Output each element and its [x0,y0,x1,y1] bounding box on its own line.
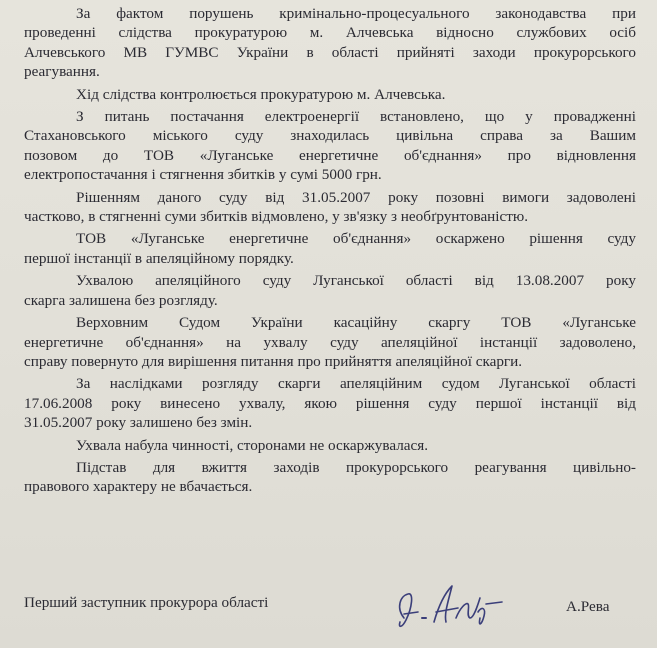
text-line: Підстав для вжиття заходів прокурорського реагування цивільно- [76,458,636,476]
text-line: Стахановського міського суду знаходилась цивільна справа за Вашим [24,127,636,145]
paragraph [24,188,636,227]
text-line: проведенні слідства прокуратурою м. Алчевська відносно службових осіб [24,24,636,42]
paragraph [24,374,636,432]
text-line: 31.05.2007 року залишено без змін. [24,414,253,432]
text-line: правового характеру не вбачається. [24,478,253,496]
paragraph [24,85,636,104]
text-line: ТОВ «Луганське енергетичне об'єднання» оскаржено рішення суду [76,230,636,248]
paragraph [24,229,636,268]
text-line: 17.06.2008 року винесено ухвалу, якою рішення суду першої інстанції від [24,394,636,412]
signatory-title: Перший заступник прокурора області [24,594,269,611]
paragraph [24,4,636,82]
text-line: З питань постачання електроенергії встановлено, що у провадженні [76,108,636,126]
paragraph [24,436,636,455]
text-line: реагування. [24,63,100,81]
paragraph [24,107,636,185]
text-line: енергетичне об'єднання» на ухвалу суду апеляційної інстанції задоволено, [24,333,636,351]
paragraph [24,458,636,497]
text-line: Хід слідства контролюється прокуратурою м. Алчевська. [76,85,446,103]
document-body [24,4,636,500]
signature-block [24,590,636,640]
text-line: Алчевського МВ ГУМВС України в області прийняті заходи прокурорського [24,43,636,61]
signatory-name: А.Рева [566,598,610,615]
text-line: частково, в стягненні суми збитків відмовлено, у зв'язку з необґрунтованістю. [24,208,529,226]
text-line: За наслідками розгляду скарги апеляційним судом Луганської області [76,375,636,393]
text-line: скарга залишена без розгляду. [24,291,218,309]
text-line: Ухвала набула чинності, сторонами не оскаржувалася. [76,436,429,454]
text-line: Рішенням даного суду від 31.05.2007 року позовні вимоги задоволені [76,188,636,206]
text-line: Верховним Судом України касаційну скаргу ТОВ «Луганське [76,314,636,332]
text-line: За фактом порушень кримінально-процесуального законодавства при [76,5,636,22]
handwritten-signature [374,578,524,638]
paragraph [24,271,636,310]
text-line: першої інстанції в апеляційному порядку. [24,249,294,267]
text-line: електропостачання і стягнення збитків у сумі 5000 грн. [24,166,382,184]
text-line: позовом до ТОВ «Луганське енергетичне об'єднання» про відновлення [24,146,636,164]
text-line: Ухвалою апеляційного суду Луганської області від 13.08.2007 року [76,272,636,290]
paragraph [24,313,636,371]
text-line: справу повернуто для вирішення питання про прийняття апеляційної скарги. [24,352,523,370]
